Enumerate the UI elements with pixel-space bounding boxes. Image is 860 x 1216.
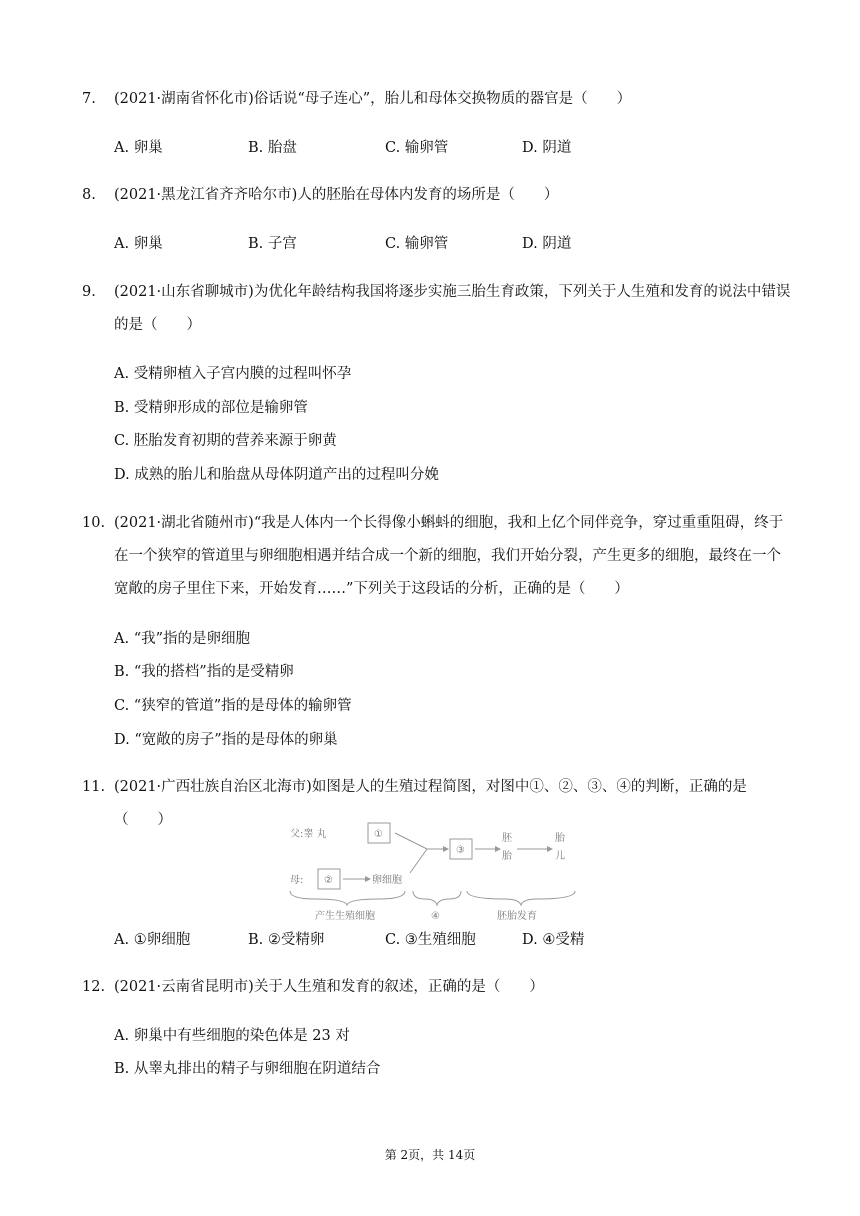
brace-right	[467, 891, 575, 905]
label-fetus-2: 儿	[555, 851, 565, 862]
option-b[interactable]: B. 从睾丸排出的精子与卵细胞在阴道结合	[114, 1061, 381, 1077]
label-4: ④	[431, 911, 440, 922]
option-b[interactable]: B. 子宫	[248, 236, 297, 252]
option-a[interactable]: A. 卵巢	[114, 236, 163, 252]
question-number: 11.	[82, 779, 106, 795]
option-b[interactable]: B. 胎盘	[248, 140, 297, 156]
option-c[interactable]: C. 输卵管	[385, 140, 449, 156]
page-footer: 第 2页，共 14页	[384, 1148, 476, 1162]
option-a[interactable]: A. “我”指的是卵细胞	[114, 631, 251, 647]
option-c[interactable]: C. “狭窄的管道”指的是母体的输卵管	[114, 698, 352, 714]
question-stem: (2021·黑龙江省齐齐哈尔市)人的胚胎在母体内发育的场所是（ ）	[114, 187, 559, 203]
option-a[interactable]: A. ①卵细胞	[114, 932, 191, 948]
option-a[interactable]: A. 受精卵植入子宫内膜的过程叫怀孕	[114, 366, 352, 382]
question-8	[82, 179, 792, 212]
option-c[interactable]: C. 胚胎发育初期的营养来源于卵黄	[114, 433, 337, 449]
question-number: 8.	[82, 187, 96, 203]
option-c[interactable]: C. 输卵管	[385, 236, 449, 252]
brace-middle	[413, 891, 461, 905]
label-embryo-development: 胚胎发育	[497, 911, 537, 922]
brace-left	[290, 891, 405, 905]
question-stem: (2021·广西壮族自治区北海市)如图是人的生殖过程简图，对图中①、②、③、④的判断，正确的是（ ）	[114, 779, 747, 828]
label-embryo-2: 胎	[502, 851, 512, 862]
question-stem: (2021·湖南省怀化市)俗话说“母子连心”，胎儿和母体交换物质的器官是（ ）	[114, 91, 632, 107]
question-number: 12.	[82, 979, 106, 995]
label-mother: 母:	[290, 875, 304, 886]
label-fetus-1: 胎	[555, 833, 565, 844]
option-d[interactable]: D. 成熟的胎儿和胎盘从母体阴道产出的过程叫分娩	[114, 467, 439, 483]
question-stem: (2021·山东省聊城市)为优化年龄结构我国将逐步实施三胎生育政策，下列关于人生殖和发育的说法中错误的是（ ）	[114, 284, 791, 333]
question-number: 9.	[82, 284, 96, 300]
option-a[interactable]: A. 卵巢中有些细胞的染色体是 23 对	[114, 1028, 350, 1044]
option-b[interactable]: B. “我的搭档”指的是受精卵	[114, 664, 294, 680]
label-father: 父:睾 丸	[290, 829, 327, 840]
option-b[interactable]: B. ②受精卵	[248, 932, 325, 948]
option-d[interactable]: D. “宽敞的房子”指的是母体的卵巢	[114, 732, 338, 748]
question-7	[82, 83, 792, 116]
circle-3: ③	[456, 845, 465, 856]
reproduction-diagram	[285, 815, 585, 925]
question-12	[82, 971, 792, 1004]
circle-1: ①	[374, 829, 383, 840]
question-stem: (2021·云南省昆明市)关于人生殖和发育的叙述，正确的是（ ）	[114, 979, 544, 995]
question-number: 7.	[82, 91, 96, 107]
question-stem: (2021·湖北省随州市)“我是人体内一个长得像小蝌蚪的细胞，我和上亿个同伴竞争，穿过重重阻碍，终于在一个狭窄的管道里与卵细胞相遇并结合成一个新的细胞，我们开始分裂，产生更多的细胞，最终在一个宽敞的房子里住下来，开始发育……”下列关于这段话的分析，正确的是（ ）	[114, 515, 784, 597]
option-b[interactable]: B. 受精卵形成的部位是输卵管	[114, 400, 308, 416]
option-d[interactable]: D. 阴道	[522, 140, 572, 156]
label-egg: 卵细胞	[372, 875, 402, 886]
label-embryo-1: 胚	[502, 833, 512, 844]
question-10	[82, 507, 792, 606]
label-produce-cells: 产生生殖细胞	[315, 911, 375, 922]
question-number: 10.	[82, 515, 106, 531]
option-d[interactable]: D. ④受精	[522, 932, 585, 948]
option-c[interactable]: C. ③生殖细胞	[385, 932, 476, 948]
option-a[interactable]: A. 卵巢	[114, 140, 163, 156]
question-9	[82, 276, 792, 342]
option-d[interactable]: D. 阴道	[522, 236, 572, 252]
circle-2: ②	[324, 875, 333, 886]
